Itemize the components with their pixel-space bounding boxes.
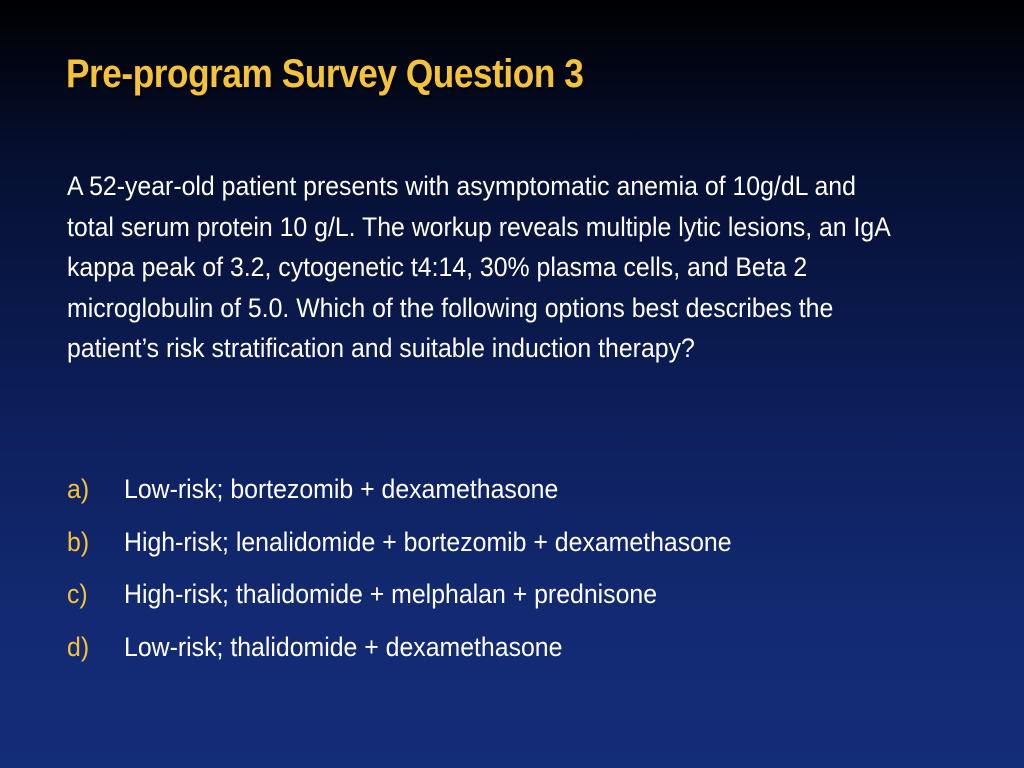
option-letter: a) [67, 474, 90, 504]
option-text: High-risk; lenalidomide + bortezomib + dexamethasone [124, 526, 732, 557]
answer-option-b [67, 527, 732, 580]
answer-option-c [67, 579, 732, 632]
option-text: High-risk; thalidomide + melphalan + prednisone [124, 579, 658, 609]
question-text: A 52-year-old patient presents with asymptomatic anemia of 10g/dL and total serum protein 10 g/L. The workup reveals multiple lytic lesions, an IgA kappa peak of 3.2, cytogenetic t4:14, 30% plasma cells, and Beta 2 microglobulin of 5.0. Which of the following options best describes the patient’s risk stratification and suitable induction therapy? [67, 171, 890, 363]
option-text: Low-risk; thalidomide + dexamethasone [124, 631, 563, 662]
option-letter: b) [67, 526, 90, 557]
answer-option-d [67, 632, 732, 685]
option-letter: d) [67, 631, 90, 662]
answer-options-list [67, 474, 732, 684]
option-text: Low-risk; bortezomib + dexamethasone [124, 474, 559, 504]
answer-option-a [67, 474, 732, 527]
option-letter: c) [67, 579, 88, 609]
slide-title: Pre-program Survey Question 3 [66, 52, 584, 96]
